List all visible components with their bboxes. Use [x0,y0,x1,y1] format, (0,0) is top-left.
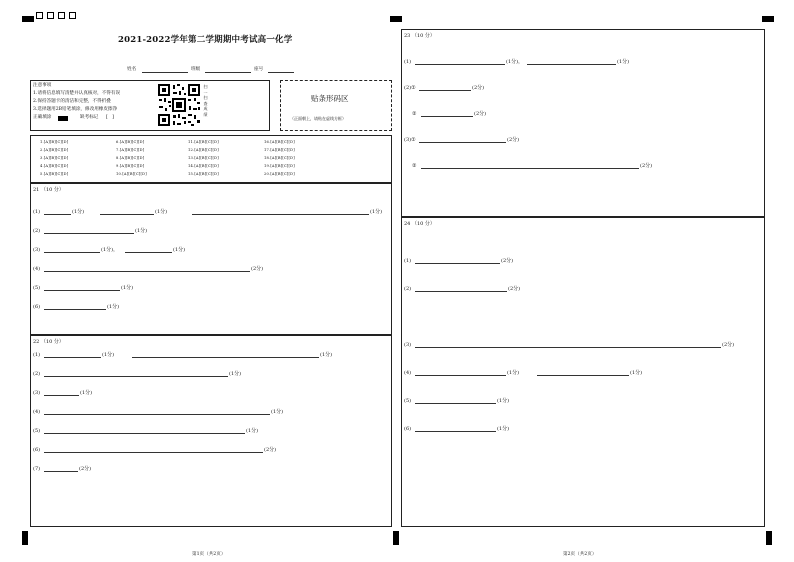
notice-line-1: 1.请将信息填写清楚并认真核对，不得有误 [33,91,121,96]
q23-3-2-label: ② [412,163,417,169]
q21-4-blank[interactable] [44,271,250,272]
alignment-mark [390,16,402,22]
choice-item[interactable]: 20.[A][B][C][D] [264,172,295,176]
question-21-box [30,183,392,335]
question-22-head: 22 （10 分） [33,339,64,345]
question-23-box [401,29,765,217]
q24-4-label: (4) [404,370,412,376]
barcode-area [280,80,392,131]
q23-1a-score: (1分)， [506,59,524,65]
q22-1a-blank[interactable] [44,357,101,358]
alignment-mark [766,531,772,545]
q21-1a-blank[interactable] [44,214,71,215]
notice-line-2: 2.保持答题卡的清洁和完整，不得折叠 [33,99,111,104]
q23-1b-blank[interactable] [527,64,616,65]
q23-3-2-blank[interactable] [421,168,639,169]
page-footer-left: 第1页（共2页） [192,552,226,557]
q21-1c-score: (1分) [370,209,383,215]
q23-2-1-label: (2)① [404,85,416,91]
barcode-hint: （正面朝上，请贴在虚线方框） [290,116,346,121]
choice-item[interactable]: 1.[A][B][C][D] [40,140,69,144]
q21-3a-score: (1分)， [101,247,119,253]
class-field[interactable] [205,72,251,73]
choice-item[interactable]: 18.[A][B][C][D] [264,156,295,160]
q24-1-score: (2分) [501,258,514,264]
q21-4-label: (4) [33,266,41,272]
q21-1c-blank[interactable] [192,214,369,215]
q23-2-1-score: (2分) [472,85,485,91]
page-title: 2021-2022学年第二学期期中考试高一化学 [118,35,293,45]
question-21-head: 21 （10 分） [33,187,64,193]
fill-example-label: 正确填涂 [33,115,52,120]
q22-7-label: (7) [33,466,41,472]
alignment-mark [393,531,399,545]
seat-label: 座号 [254,67,264,72]
notice-line-3: 3.选择题用2B铅笔填涂，修改用橡皮擦净 [33,107,118,112]
q24-5-blank[interactable] [415,403,496,404]
q22-1a-score: (1分) [102,352,115,358]
q21-6-blank[interactable] [44,309,106,310]
q22-3-score: (1分) [80,390,93,396]
choice-item[interactable]: 19.[A][B][C][D] [264,164,295,168]
choice-row-1 [40,140,295,144]
q23-1b-score: (1分) [617,59,630,65]
choice-item[interactable]: 10.[A][B][C][D] [116,172,147,176]
fill-example-mark [58,116,68,121]
q22-2-score: (1分) [229,371,242,377]
q22-5-score: (1分) [246,428,259,434]
q24-2-score: (2分) [508,286,521,292]
q24-6-blank[interactable] [415,431,496,432]
q24-4a-score: (1分) [507,370,520,376]
choice-item[interactable]: 3.[A][B][C][D] [40,156,69,160]
q21-1-label: (1) [33,209,41,215]
q21-2-score: (1分) [135,228,148,234]
q23-1a-blank[interactable] [415,64,505,65]
q21-1b-score: (1分) [155,209,168,215]
choice-item[interactable]: 4.[A][B][C][D] [40,164,69,168]
choice-item[interactable]: 14.[A][B][C][D] [188,164,219,168]
alignment-mark [22,16,34,22]
q24-3-score: (2分) [722,342,735,348]
q24-5-score: (1分) [497,398,510,404]
q21-5-blank[interactable] [44,290,120,291]
choice-item[interactable]: 5.[A][B][C][D] [40,172,69,176]
choice-item[interactable]: 2.[A][B][C][D] [40,148,69,152]
absent-label: 缺考标记 [80,115,99,120]
page-footer-right: 第2页（共2页） [563,552,597,557]
q21-2-label: (2) [33,228,41,234]
q22-1-label: (1) [33,352,41,358]
choice-row-5 [40,172,295,176]
exam-code-box [36,12,43,19]
choice-item[interactable]: 9.[A][B][C][D] [116,164,145,168]
choice-item[interactable]: 17.[A][B][C][D] [264,148,295,152]
absent-checkbox[interactable]: [ ] [106,115,114,120]
q22-1b-blank[interactable] [132,357,319,358]
q23-3-1-score: (2分) [507,137,520,143]
q21-6-label: (6) [33,304,41,310]
q22-6-label: (6) [33,447,41,453]
choice-item[interactable]: 12.[A][B][C][D] [188,148,219,152]
q21-5-score: (1分) [121,285,134,291]
q22-5-label: (5) [33,428,41,434]
exam-code-box [47,12,54,19]
q21-6-score: (1分) [107,304,120,310]
q22-4-blank[interactable] [44,414,270,415]
notice-box [30,80,270,131]
q23-3-1-label: (3)① [404,137,416,143]
qr-side-text: 扫一扫查成绩 [203,84,208,117]
question-23-head: 23 （10 分） [404,33,435,39]
q22-3-label: (3) [33,390,41,396]
q22-7-blank[interactable] [44,471,78,472]
name-field[interactable] [142,72,188,73]
q22-6-blank[interactable] [44,452,263,453]
q23-2-2-score: (2分) [474,111,487,117]
q22-6-score: (2分) [264,447,277,453]
choice-item[interactable]: 16.[A][B][C][D] [264,140,295,144]
q21-1a-score: (1分) [72,209,85,215]
q21-3b-blank[interactable] [125,252,172,253]
q24-2-label: (2) [404,286,412,292]
q21-2-blank[interactable] [44,233,134,234]
q21-3b-score: (1分) [173,247,186,253]
alignment-mark [22,531,28,545]
q24-3-blank[interactable] [415,347,721,348]
q23-3-2-score: (2分) [640,163,653,169]
choice-row-3 [40,156,295,160]
q24-1-blank[interactable] [415,263,500,264]
alignment-mark [762,16,774,22]
q22-1b-score: (1分) [320,352,333,358]
q22-4-score: (1分) [271,409,284,415]
q24-6-score: (1分) [497,426,510,432]
q23-1-label: (1) [404,59,412,65]
q22-7-score: (2分) [79,466,92,472]
q21-5-label: (5) [33,285,41,291]
choice-item[interactable]: 6.[A][B][C][D] [116,140,145,144]
q24-3-label: (3) [404,342,412,348]
exam-code-box [58,12,65,19]
q21-3a-blank[interactable] [44,252,100,253]
q24-4b-score: (1分) [630,370,643,376]
q21-1b-blank[interactable] [100,214,154,215]
qr-code [157,83,201,127]
seat-field[interactable] [268,72,294,73]
choice-item[interactable]: 8.[A][B][C][D] [116,156,145,160]
choice-row-2 [40,148,295,152]
q24-4b-blank[interactable] [537,375,629,376]
name-label: 姓名 [127,67,137,72]
q24-2-blank[interactable] [415,291,507,292]
notice-title: 注意事项 [33,83,52,88]
class-label: 班级 [191,67,201,72]
q23-2-2-blank[interactable] [421,116,473,117]
q22-5-blank[interactable] [44,433,245,434]
q23-2-2-label: ② [412,111,417,117]
choice-row-4 [40,164,295,168]
exam-code-box [69,12,76,19]
q24-5-label: (5) [404,398,412,404]
q23-2-1-blank[interactable] [419,90,471,91]
q21-3-label: (3) [33,247,41,253]
choice-item[interactable]: 7.[A][B][C][D] [116,148,145,152]
question-22-box [30,335,392,527]
q24-6-label: (6) [404,426,412,432]
barcode-title: 贴条形码区 [311,94,349,103]
q21-4-score: (2分) [251,266,264,272]
q22-3-blank[interactable] [44,395,79,396]
question-24-head: 24 （10 分） [404,221,435,227]
q22-2-blank[interactable] [44,376,228,377]
q24-4a-blank[interactable] [415,375,506,376]
choice-item[interactable]: 11.[A][B][C][D] [188,140,219,144]
choice-item[interactable]: 15.[A][B][C][D] [188,172,219,176]
choice-item[interactable]: 13.[A][B][C][D] [188,156,219,160]
q23-3-1-blank[interactable] [419,142,506,143]
q22-4-label: (4) [33,409,41,415]
q24-1-label: (1) [404,258,412,264]
q22-2-label: (2) [33,371,41,377]
